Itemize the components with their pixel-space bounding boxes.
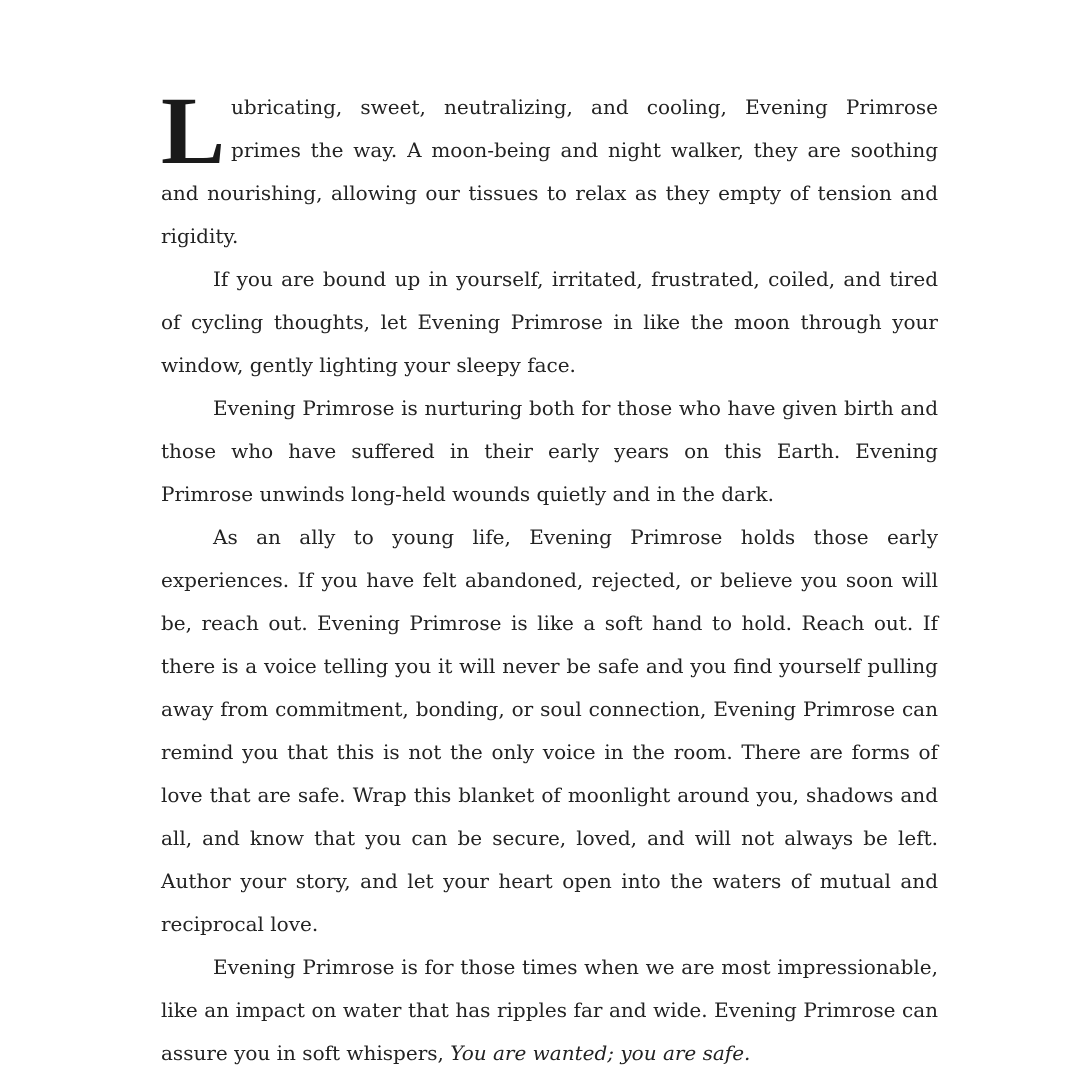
- drop-cap-letter: L: [161, 77, 226, 184]
- paragraph-5-text: Evening Primrose is for those times when we are most impressionable, like an impact on water that has ripples far and wide. Evening Primrose can assure you in soft whispers,: [161, 955, 938, 1065]
- paragraph-5: [161, 946, 938, 1075]
- paragraph-3-text: Evening Primrose is nurturing both for those who have given birth and those who have suffered in their early years on this Earth. Evening Primrose unwinds long-held wounds quietly and in the dark.: [161, 396, 938, 506]
- paragraph-1-text: ubricating, sweet, neutralizing, and cooling, Evening Primrose primes the way. A moon-being and night walker, they are soothing and nourishing, allowing our tissues to relax as they empty of tension and rigidity.: [161, 95, 938, 248]
- paragraph-5-italic-text: You are wanted; you are safe.: [450, 1041, 751, 1065]
- paragraph-2: [161, 258, 938, 387]
- paragraph-4-text: As an ally to young life, Evening Primrose holds those early experiences. If you have felt abandoned, rejected, or believe you soon will be, reach out. Evening Primrose is like a soft hand to hold. Reach out. If there is a voice telling you it will never be safe and you find yourself pulling away from commitment, bonding, or soul connection, Evening Primrose can remind you that this is not the only voice in the room. There are forms of love that are safe. Wrap this blanket of moonlight around you, shadows and all, and know that you can be secure, loved, and will not always be left. Author your story, and let your heart open into the waters of mutual and reciprocal love.: [161, 525, 938, 936]
- paragraph-3: [161, 387, 938, 516]
- paragraph-2-text: If you are bound up in yourself, irritated, frustrated, coiled, and tired of cycling thoughts, let Evening Primrose in like the moon through your window, gently lighting your sleepy face.: [161, 267, 938, 377]
- body-text: [161, 77, 938, 1075]
- paragraph-4: [161, 516, 938, 946]
- paragraph-1: [161, 77, 938, 258]
